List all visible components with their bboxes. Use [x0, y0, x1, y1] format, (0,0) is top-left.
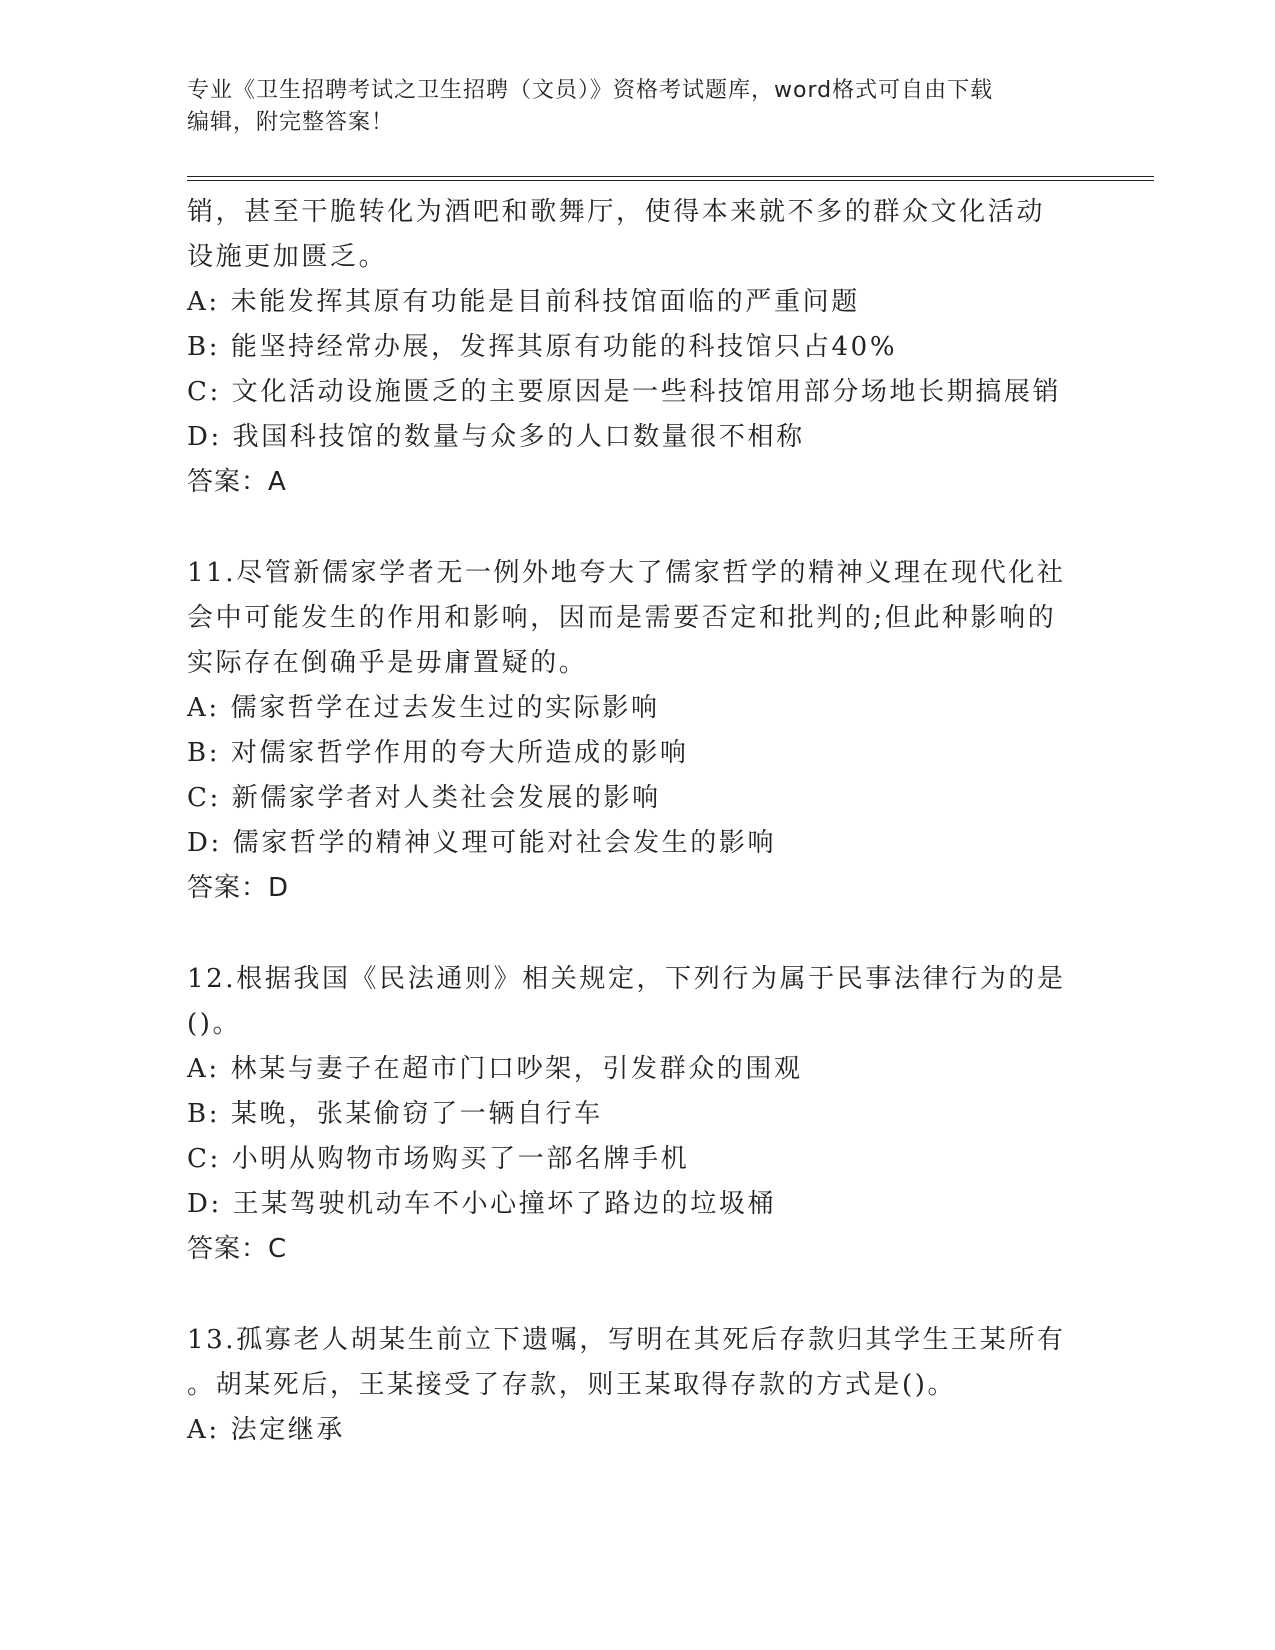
option-a: A: 儒家哲学在过去发生过的实际影响	[187, 693, 660, 723]
answer-line: 答案：D	[187, 873, 290, 903]
question-stem-line: 13.孤寡老人胡某生前立下遗嘱，写明在其死后存款归其学生王某所有	[187, 1325, 1066, 1355]
header-line-1: 专业《卫生招聘考试之卫生招聘（文员）》资格考试题库，word格式可自由下载	[187, 78, 994, 103]
option-c: C: 新儒家学者对人类社会发展的影响	[187, 783, 661, 813]
question-stem-line: 。胡某死后，王某接受了存款，则王某取得存款的方式是()。	[187, 1370, 957, 1400]
option-a: A: 法定继承	[187, 1415, 346, 1445]
question-11	[187, 551, 1087, 911]
question-stem-line: 设施更加匮乏。	[187, 242, 388, 272]
question-stem-line: 会中可能发生的作用和影响，因而是需要否定和批判的;但此种影响的	[187, 603, 1057, 633]
question-stem-line: 11.尽管新儒家学者无一例外地夸大了儒家哲学的精神义理在现代化社	[187, 558, 1066, 588]
option-d: D: 我国科技馆的数量与众多的人口数量很不相称	[187, 422, 805, 452]
option-c: C: 文化活动设施匮乏的主要原因是一些科技馆用部分场地长期搞展销	[187, 377, 1062, 407]
option-b: B: 对儒家哲学作用的夸大所造成的影响	[187, 738, 689, 768]
option-b: B: 能坚持经常办展，发挥其原有功能的科技馆只占40%	[187, 332, 898, 362]
question-stem-line: 销，甚至干脆转化为酒吧和歌舞厅，使得本来就不多的群众文化活动	[187, 197, 1046, 227]
question-stem-line: 12.根据我国《民法通则》相关规定，下列行为属于民事法律行为的是	[187, 964, 1066, 994]
option-b: B: 某晚，张某偷窃了一辆自行车	[187, 1099, 603, 1129]
option-c: C: 小明从购物市场购买了一部名牌手机	[187, 1144, 690, 1174]
option-a: A: 林某与妻子在超市门口吵架，引发群众的围观	[187, 1054, 803, 1084]
header-rule-top	[187, 176, 1154, 177]
question-10	[187, 190, 1087, 505]
option-a: A: 未能发挥其原有功能是目前科技馆面临的严重问题	[187, 287, 860, 317]
document-header	[187, 75, 1067, 139]
answer-line: 答案：A	[187, 467, 287, 497]
option-d: D: 王某驾驶机动车不小心撞坏了路边的垃圾桶	[187, 1189, 777, 1219]
question-stem-line: ()。	[187, 1009, 242, 1039]
answer-line: 答案：C	[187, 1234, 288, 1264]
question-list	[187, 190, 1087, 1453]
option-d: D: 儒家哲学的精神义理可能对社会发生的影响	[187, 828, 777, 858]
question-stem-line: 实际存在倒确乎是毋庸置疑的。	[187, 648, 588, 678]
question-13	[187, 1318, 1087, 1453]
header-rule-bottom	[187, 180, 1154, 181]
header-line-2: 编辑，附完整答案！	[187, 110, 395, 135]
question-12	[187, 957, 1087, 1272]
